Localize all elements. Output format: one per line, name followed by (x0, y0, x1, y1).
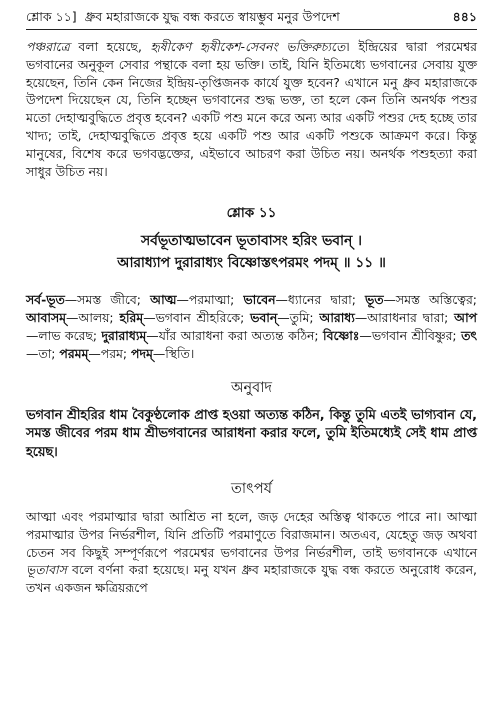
synonym-meaning: আলয়; (78, 310, 120, 326)
synonym-dash: — (359, 327, 372, 343)
verse-number-heading: শ্লোক ১১ (226, 205, 277, 222)
running-header (26, 0, 477, 26)
synonym-meaning: তুমি; (289, 310, 320, 326)
synonym-word: আপ (454, 310, 477, 326)
synonym-word: ভাবেন (243, 292, 276, 308)
synonym-dash: — (152, 345, 166, 361)
synonym-dash: — (143, 310, 156, 326)
synonym-word: আরাধ্য (319, 310, 355, 326)
synonym-dash: — (64, 292, 78, 308)
purport-em-word: ভূতাবাস (26, 562, 67, 578)
purport-text-a: আত্মা এবং পরমাত্মার দ্বারা আশ্রিত না হলে, জড় দেহের অস্তিত্ব থাকতে পারে না। আত্মা পরমাত্মার উপর নির্ভরশীল, যিনি প্রতিটি পরমাণুতে বিরাজমান। অতএব, যেহেতু জড় অথবা চেতন সব কিছুই সম্পূর্ণরূপে পরমেশ্বর ভগবানের উপর নির্ভরশীল, তাই ভগবানকে এখানে (26, 509, 477, 560)
synonym-dash: — (146, 327, 159, 343)
purport-heading: তাৎপর্য (230, 481, 273, 498)
synonym-dash: — (275, 292, 288, 308)
synonyms-paragraph (26, 291, 477, 362)
synonym-word: পদম্ (131, 345, 153, 361)
intro-text-2: । ইন্দ্রিয়ের দ্বারা পরমেশ্বর ভগবানের অনুকূল সেবার পন্থাকে বলা হয় ভক্তি। তাই, যিনি ইতিমধ্যে ভগবানের সেবায় যুক্ত হয়েছেন, তিনি কেন নিজের ইন্দ্রিয়-তৃপ্তিজনক কার্যে যুক্ত হবেন? এখানে মনু ধ্রুব মহারাজকে উপদেশ দিয়েছেন যে, তিনি হচ্ছেন ভগবানের শুদ্ধ ভক্ত, তা হলে কেন তিনি অনর্থক পশুর মতো দেহাত্মবুদ্ধিতে প্রবৃত্ত হবেন? একটি পশু মনে করে অন্য আর একটি পশুর দেহ হচ্ছে তার খাদ্য; তাই, দেহাত্মবুদ্ধিতে প্রবৃত্ত হয়ে একটি পশু আর একটি পশুকে আক্রমণ করে। কিন্তু মানুষের, বিশেষ করে ভগবদ্ভক্তের, এইভাবে আচরণ করা উচিত নয়। অনর্থক পশুহত্যা করা সাধুর উচিত নয়। (26, 39, 477, 179)
synonym-dash: — (88, 345, 101, 361)
translation-heading: অনুবাদ (230, 379, 273, 396)
synonym-word: দুরারাধ্যম্ (101, 327, 147, 343)
synonym-dash: — (354, 310, 368, 326)
intro-em-quote: হৃষীকেণ হৃষীকেশ-সেবনং ভক্তিরুচ্যতে (150, 39, 346, 54)
intro-em-source: পঞ্চরাত্রে (26, 39, 70, 54)
synonym-word: ভবান্ (250, 310, 278, 326)
synonym-word: ভূত (365, 292, 384, 308)
intro-text-1: বলা হয়েছে, (69, 39, 151, 54)
purport-text-b: বলে বর্ণনা করা হয়েছে। মনু যখন ধ্রুব মহারাজকে যুদ্ধ বন্ধ করতে অনুরোধ করেন, তখন একজন ক্ষত্রিয়রূপে (26, 562, 477, 596)
synonym-meaning: স্থিতি। (165, 345, 195, 361)
synonym-meaning: ধ্যানের দ্বারা; (287, 292, 365, 308)
header-rule (26, 29, 477, 30)
synonym-word: আত্ম (150, 292, 177, 308)
synonym-meaning: পরম; (100, 345, 132, 361)
synonym-dash: — (277, 310, 290, 326)
synonym-dash: — (26, 345, 39, 361)
synonym-meaning: আরাধনার দ্বারা; (367, 310, 455, 326)
intro-paragraph (26, 38, 477, 180)
purport-paragraph (26, 508, 477, 597)
verse-line-2: আরাধ্যাপ দুরারাধ্যং বিষ্ণোস্তৎপরমং পদম্ ॥ ১১ ॥ (117, 255, 386, 272)
page-number: ৪৪১ (452, 9, 477, 24)
synonym-word: সর্ব-ভূত (26, 292, 65, 308)
synonym-dash: — (26, 327, 39, 343)
verse-reference: শ্লোক ১১] (26, 9, 77, 24)
synonym-meaning: লাভ করেছ; (38, 327, 102, 343)
synonym-dash: — (176, 292, 189, 308)
synonym-meaning: পরমাত্মা; (188, 292, 244, 308)
synonym-meaning: ভগবান শ্রীহরিকে; (155, 310, 251, 326)
synonym-meaning: তা; (38, 345, 60, 361)
synonym-meaning: যাঁর আরাধনা করা অত্যন্ত কঠিন; (158, 327, 324, 343)
synonym-meaning: সমস্ত অস্তিত্বের; (395, 292, 477, 308)
translation-text: ভগবান শ্রীহরির ধাম বৈকুণ্ঠলোক প্রাপ্ত হওয়া অত্যন্ত কঠিন, কিন্তু তুমি এতই ভাগ্যবান যে, সমস্ত জীবের পরম ধাম শ্রীভগবানের আরাধনা করার ফলে, তুমি ইতিমধ্যেই সেই ধাম প্রাপ্ত হয়েছ। (26, 407, 477, 460)
synonym-word: পরমম্ (59, 345, 89, 361)
synonym-word: তৎ (461, 327, 477, 343)
synonym-word: বিষ্ণোঃ (323, 327, 360, 343)
synonym-meaning: ভগবান শ্রীবিষ্ণুর; (371, 327, 462, 343)
synonym-meaning: সমস্ত জীবে; (77, 292, 151, 308)
synonym-word: আবাসম্ (26, 310, 67, 326)
synonym-dash: — (383, 292, 396, 308)
chapter-title: ধ্রুব মহারাজকে যুদ্ধ বন্ধ করতে স্বায়ম্ভুব মনুর উপদেশ (84, 9, 340, 24)
synonym-dash: — (66, 310, 79, 326)
synonym-word: হরিম্ (119, 310, 144, 326)
verse-line-1: সর্বভূতাত্মভাবেন ভূতাবাসং হরিং ভবান্ । (141, 233, 362, 250)
